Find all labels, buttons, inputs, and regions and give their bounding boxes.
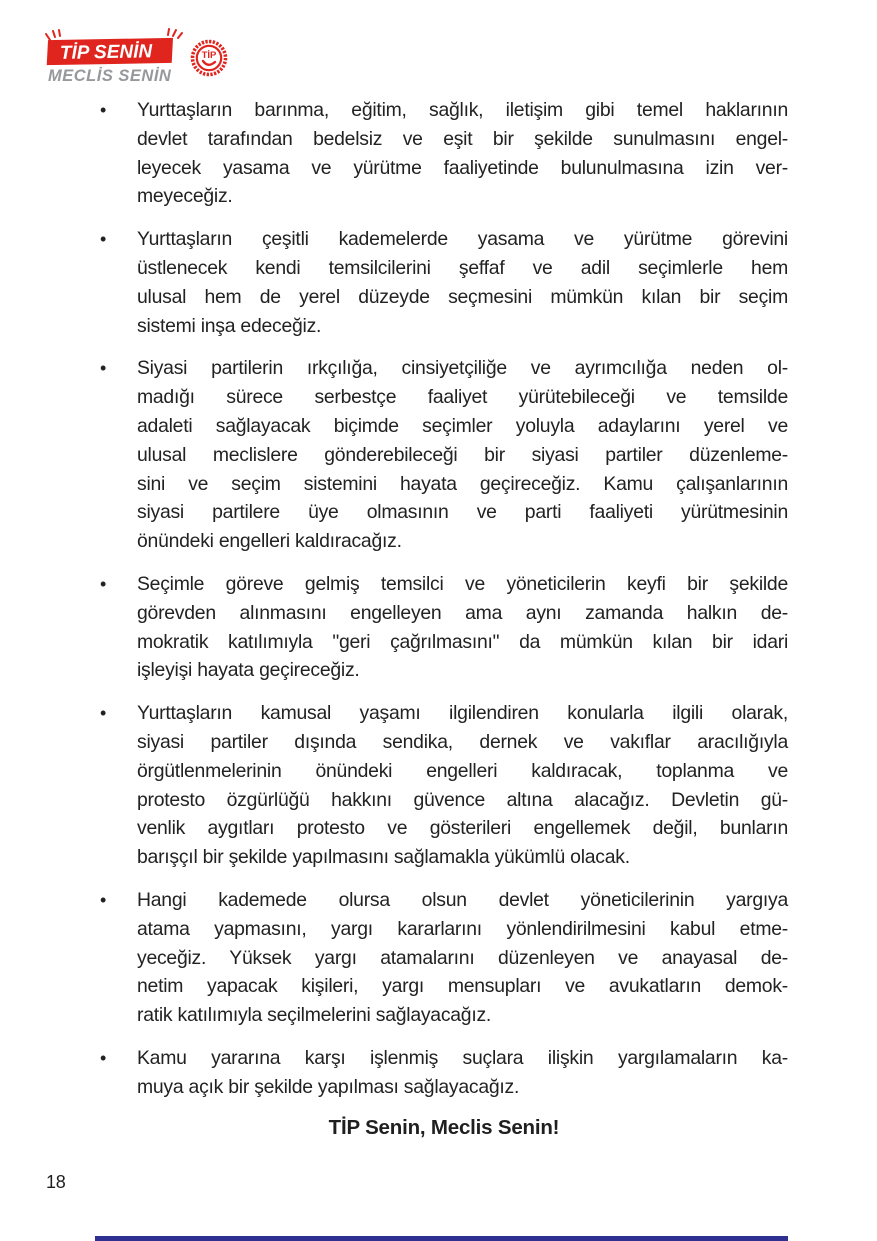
slogan: TİP Senin, Meclis Senin! bbox=[328, 1115, 560, 1139]
text-line: siyasi partilere üye olmasının ve parti faaliyeti yürütmesinin bbox=[137, 501, 788, 524]
bullet-marker: • bbox=[100, 573, 107, 594]
text-line: sini ve seçim sistemini hayata geçireceğiz. Kamu çalışanlarının bbox=[137, 472, 788, 495]
text-line: ratik katılımıyla seçilmelerini sağlayacağız. bbox=[137, 1004, 492, 1027]
text-line: venlik aygıtları protesto ve gösterileri engellemek değil, bunların bbox=[137, 817, 788, 840]
bullet-marker: • bbox=[100, 703, 107, 724]
text-line: protesto özgürlüğü hakkını güvence altına alacağız. Devletin gü- bbox=[137, 788, 788, 811]
text-line: barışçıl bir şekilde yapılmasını sağlamakla yükümlü olacak. bbox=[137, 846, 630, 869]
tip-logo bbox=[44, 28, 234, 86]
bullet-item bbox=[100, 886, 788, 1030]
text-line: yeceğiz. Yüksek yargı atamalarını düzenleyen ve anayasal de- bbox=[137, 946, 788, 969]
bullet-item bbox=[100, 225, 788, 340]
tip-emblem-icon bbox=[193, 42, 226, 75]
bullet-marker: • bbox=[100, 1047, 107, 1068]
bullet-item bbox=[100, 354, 788, 556]
text-line: Siyasi partilerin ırkçılığa, cinsiyetçiliğe ve ayrımcılığa neden ol- bbox=[137, 357, 788, 380]
text-line: adaleti sağlayacak biçimde seçimler yoluyla adaylarını yerel ve bbox=[137, 414, 788, 437]
text-line: görevden alınmasını engelleyen ama aynı zamanda halkın de- bbox=[137, 601, 788, 624]
text-line: Yurttaşların barınma, eğitim, sağlık, iletişim gibi temel haklarının bbox=[137, 99, 788, 121]
text-line: muya açık bir şekilde yapılması sağlayacağız. bbox=[137, 1075, 520, 1098]
bullet-paragraph bbox=[137, 225, 788, 340]
bullet-marker: • bbox=[100, 889, 107, 910]
text-line: leyecek yasama ve yürütme faaliyetinde bulunulmasına izin ver- bbox=[137, 156, 788, 179]
logo-red-band bbox=[46, 38, 173, 65]
text-line: Hangi kademede olursa olsun devlet yöneticilerinin yargıya bbox=[137, 888, 788, 911]
text-line: Seçimle göreve gelmiş temsilci ve yöneticilerin keyfi bir şekilde bbox=[137, 572, 788, 595]
text-line: netim yapacak kişileri, yargı mensupları ve avukatların demok- bbox=[137, 975, 788, 998]
bullet-item bbox=[100, 699, 788, 872]
bullet-paragraph bbox=[137, 96, 788, 211]
bullet-paragraph bbox=[137, 354, 788, 556]
bullet-list bbox=[100, 96, 788, 1102]
bullet-marker: • bbox=[100, 100, 107, 120]
text-line: Yurttaşların çeşitli kademelerde yasama ve yürütme görevini bbox=[137, 228, 788, 251]
bullet-marker: • bbox=[100, 229, 107, 250]
text-line: siyasi partiler dışında sendika, dernek ve vakıflar aracılığıyla bbox=[137, 730, 788, 753]
footer-bar bbox=[95, 1236, 788, 1241]
text-line: Yurttaşların kamusal yaşamı ilgilendiren konularla ilgili olarak, bbox=[137, 702, 788, 725]
text-line: devlet tarafından bedelsiz ve eşit bir şekilde sunulmasını engel- bbox=[137, 127, 788, 150]
bullet-item bbox=[100, 96, 788, 211]
text-line: örgütlenmelerinin önündeki engelleri kaldıracak, toplanma ve bbox=[137, 759, 788, 782]
text-line: Kamu yararına karşı işlenmiş suçlara ilişkin yargılamaların ka- bbox=[137, 1046, 788, 1069]
tip-logo-graphic bbox=[44, 28, 234, 86]
bullet-paragraph bbox=[137, 1044, 788, 1102]
text-line: ulusal meclislere gönderebileceği bir siyasi partiler düzenleme- bbox=[137, 443, 788, 466]
page-number: 18 bbox=[46, 1172, 66, 1192]
logo-line1: TİP SENİN bbox=[59, 41, 153, 64]
body-text bbox=[100, 96, 788, 1140]
bullet-paragraph bbox=[137, 886, 788, 1030]
text-line: mokratik katılımıyla "geri çağrılmasını" da mümkün kılan bir idari bbox=[137, 630, 788, 653]
text-line: işleyişi hayata geçireceğiz. bbox=[137, 659, 360, 682]
bullet-marker: • bbox=[100, 358, 107, 379]
text-line: atama yapmasını, yargı kararlarını yönlendirilmesini kabul etme- bbox=[137, 917, 788, 940]
text-line: ulusal hem de yerel düzeyde seçmesini mümkün kılan bir seçim bbox=[137, 285, 788, 308]
logo-line2: MECLİS SENİN bbox=[48, 67, 172, 85]
text-line: madığı sürece serbestçe faaliyet yürütebileceği ve temsilde bbox=[137, 386, 788, 409]
bullet-paragraph bbox=[137, 699, 788, 872]
emblem-text: TİP bbox=[201, 50, 217, 61]
text-line: önündeki engelleri kaldıracağız. bbox=[137, 530, 402, 553]
text-line: meyeceğiz. bbox=[137, 185, 233, 208]
bullet-item bbox=[100, 570, 788, 685]
bullet-item bbox=[100, 1044, 788, 1102]
text-line: üstlenecek kendi temsilcilerini şeffaf ve adil seçimlerle hem bbox=[137, 256, 788, 279]
text-line: sistemi inşa edeceğiz. bbox=[137, 314, 322, 337]
bullet-paragraph bbox=[137, 570, 788, 685]
